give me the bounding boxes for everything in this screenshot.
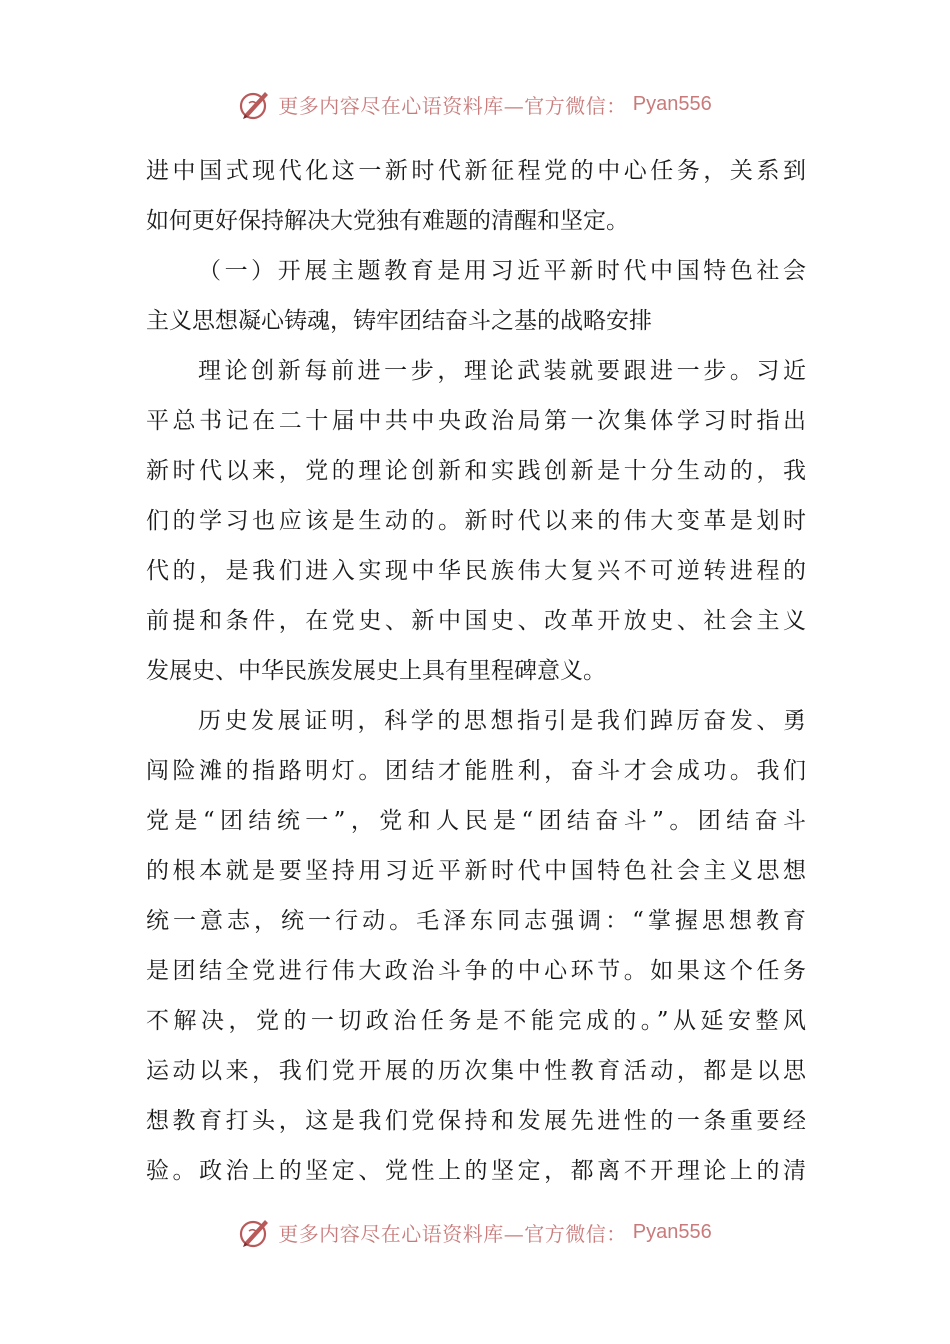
header-promo-text: 更多内容尽在心语资料库—官方微信： <box>278 93 627 118</box>
body-line: 代的，是我们进入实现中华民族伟大复兴不可逆转进程的 <box>146 558 806 584</box>
body-line: 不解决，党的一切政治任务是不能完成的。”从延安整风 <box>146 1008 806 1034</box>
body-line: 历史发展证明，科学的思想指引是我们踔厉奋发、勇 <box>198 708 806 734</box>
body-line: 运动以来，我们党开展的历次集中性教育活动，都是以思 <box>146 1058 806 1084</box>
document-body <box>146 146 806 1196</box>
body-line: 想教育打头，这是我们党保持和发展先进性的一条重要经 <box>146 1108 806 1134</box>
section-heading-line: （一）开展主题教育是用习近平新时代中国特色社会 <box>198 258 806 284</box>
body-line: 闯险滩的指路明灯。团结才能胜利，奋斗才会成功。我们 <box>146 758 806 784</box>
header-wechat-id: Pyan556 <box>632 92 712 115</box>
footer-wechat-id: Pyan556 <box>632 1220 712 1243</box>
body-line: 发展史、中华民族发展史上具有里程碑意义。 <box>146 658 606 684</box>
body-line: 的根本就是要坚持用习近平新时代中国特色社会主义思想 <box>146 858 806 884</box>
footer-watermark-banner <box>0 1212 950 1252</box>
pen-logo-icon <box>238 87 272 121</box>
body-line: 验。政治上的坚定、党性上的坚定，都离不开理论上的清 <box>146 1158 806 1184</box>
body-line: 们的学习也应该是生动的。新时代以来的伟大变革是划时 <box>146 508 806 534</box>
body-line: 如何更好保持解决大党独有难题的清醒和坚定。 <box>146 208 629 234</box>
header-watermark-banner <box>0 84 950 124</box>
pen-logo-icon <box>238 1215 272 1249</box>
body-line: 是团结全党进行伟大政治斗争的中心环节。如果这个任务 <box>146 958 806 984</box>
body-line: 理论创新每前进一步，理论武装就要跟进一步。习近 <box>198 358 806 384</box>
body-line: 平总书记在二十届中共中央政治局第一次集体学习时指出 <box>146 408 806 434</box>
body-line: 进中国式现代化这一新时代新征程党的中心任务，关系到 <box>146 158 806 184</box>
body-line: 统一意志，统一行动。毛泽东同志强调：“掌握思想教育 <box>146 908 806 934</box>
body-line: 前提和条件，在党史、新中国史、改革开放史、社会主义 <box>146 608 806 634</box>
body-line: 新时代以来，党的理论创新和实践创新是十分生动的，我 <box>146 458 806 484</box>
section-heading-line: 主义思想凝心铸魂，铸牢团结奋斗之基的战略安排 <box>146 308 652 334</box>
footer-promo-text: 更多内容尽在心语资料库—官方微信： <box>278 1221 627 1246</box>
body-line: 党是“团结统一”，党和人民是“团结奋斗”。团结奋斗 <box>146 808 806 834</box>
